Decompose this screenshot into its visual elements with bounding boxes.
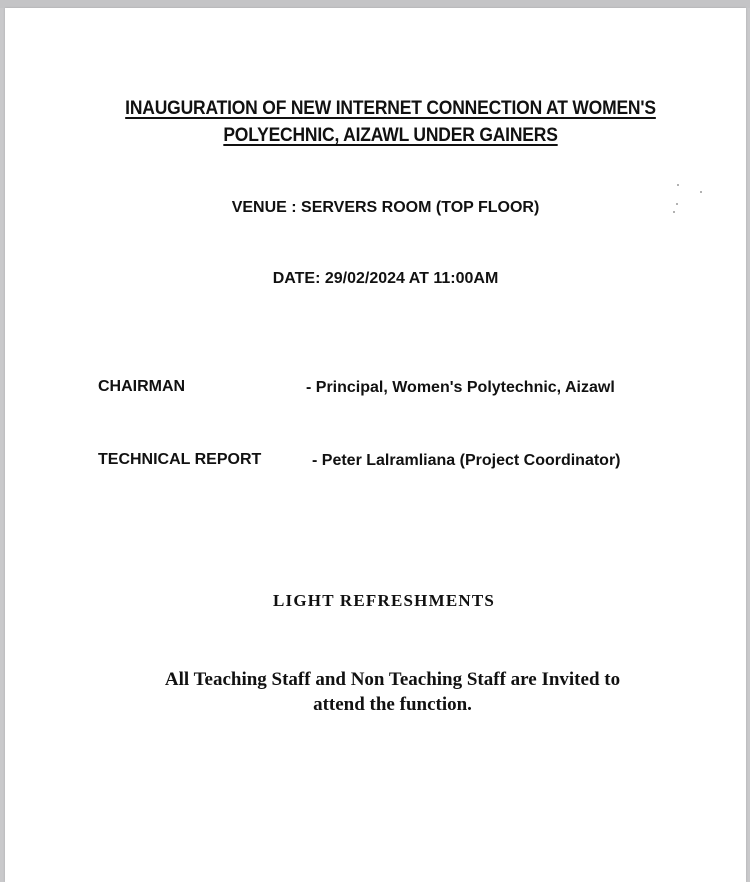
scan-speck: [700, 191, 702, 193]
scan-speck: [673, 211, 675, 213]
background-edge: [0, 0, 750, 8]
scan-speck: [676, 203, 678, 205]
invitation-line-2: attend the function.: [313, 694, 472, 715]
scan-speck: [677, 184, 679, 186]
technical-report-label: TECHNICAL REPORT: [98, 451, 262, 468]
chairman-value: - Principal, Women's Polytechnic, Aizawl: [306, 379, 615, 396]
refreshments-heading: LIGHT REFRESHMENTS: [273, 591, 496, 610]
venue-text: VENUE : SERVERS ROOM (TOP FLOOR): [231, 199, 540, 216]
title-line-2: POLYECHNIC, AIZAWL UNDER GAINERS: [223, 125, 558, 146]
title-line-1: INAUGURATION OF NEW INTERNET CONNECTION AT WOMEN'S: [125, 98, 656, 119]
technical-report-value: - Peter Lalramliana (Project Coordinator): [312, 452, 621, 469]
date-text: DATE: 29/02/2024 AT 11:00AM: [272, 270, 499, 287]
chairman-label: CHAIRMAN: [98, 378, 186, 395]
invitation-line-1: All Teaching Staff and Non Teaching Staff are Invited to: [164, 669, 621, 690]
document-page: [5, 8, 746, 882]
